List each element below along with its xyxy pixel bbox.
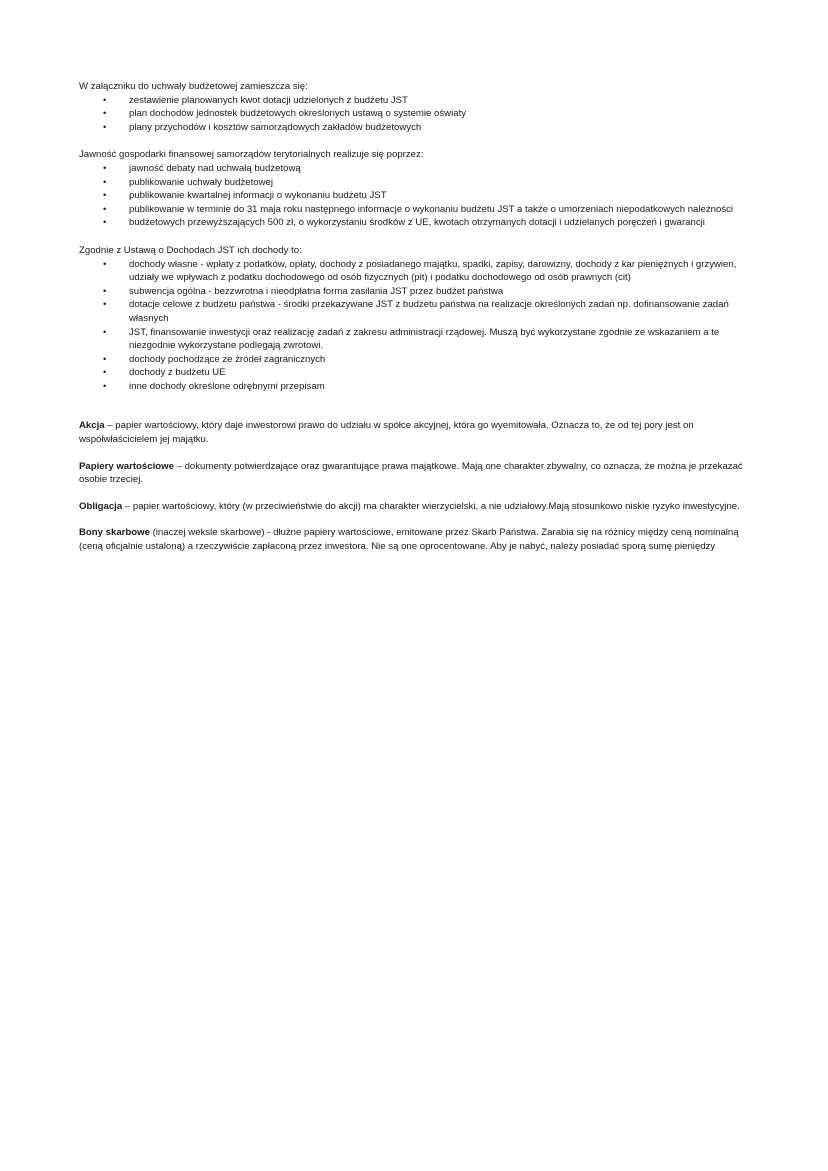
list-item: • publikowanie kwartalnej informacji o wykonaniu budżetu JST (103, 190, 387, 202)
definition-term: Papiery wartościowe (79, 460, 174, 472)
section-revenues (79, 244, 759, 394)
list-item: • zestawienie planowanych kwot dotacji udzielonych z budżetu JST (103, 94, 408, 106)
definition-papiery-wartosciowe (79, 460, 759, 487)
bullet-icon: • (103, 353, 107, 365)
definition-text: – papier wartościowy, który daje inwestorowi prawo do udziału w spółce akcyjnej, która go wyemitowała. Oznacza to, że od tej pory jest on współwłaścicielem jej majątku. (79, 420, 694, 446)
definition-text: – dokumenty potwierdzające oraz gwarantujące prawa majątkowe. Mają one charakter zbywalny, co oznacza, że można je przekazać osobie trzeciej. (79, 460, 743, 486)
definition-text: (inaczej weksle skarbowe) - dłużne papiery wartościowe, emitowane przez Skarb Państwa. Zarabia się na różnicy między ceną nominalną (ceną oficjalnie ustaloną) a rzeczywiście zapłaconą przez inwestora. Nie są one oprocentowane. Aby je nabyć, należy posiadać sporą sumę pieniędzy (79, 527, 739, 553)
document-page (79, 80, 759, 567)
list-item: • dochody z budżetu UE (103, 367, 226, 379)
bullet-icon: • (103, 190, 107, 202)
list-item: • publikowanie uchwały budżetowej (103, 176, 273, 188)
bullet-icon: • (103, 203, 107, 215)
bullet-list (79, 258, 759, 394)
bullet-list (79, 162, 759, 230)
definition-text: – papier wartościowy, który (w przeciwieństwie do akcji) ma charakter wierzycielski, a nie udziałowy.Mają stosunkowo niskie ryzyko inwestycyjne. (122, 500, 740, 512)
list-item: • inne dochody określone odrębnymi przepisam (103, 380, 325, 392)
list-item: • plan dochodów jednostek budżetowych określonych ustawą o systemie oświaty (103, 108, 467, 120)
bullet-icon: • (103, 380, 107, 392)
bullet-icon: • (103, 285, 107, 297)
bullet-list (79, 94, 759, 135)
bullet-icon: • (103, 176, 107, 188)
bullet-icon: • (103, 162, 107, 174)
list-item: • dochody pochodzące ze źródeł zagranicznych (103, 353, 326, 365)
list-item: • JST, finansowanie inwestycji oraz realizację zadań z zakresu administracji rządowej. Muszą być wykorzystane zgodnie ze wskazaniem a te niezgodnie wykorzystane podlegają zwrotowi. (103, 326, 720, 352)
bullet-icon: • (103, 258, 107, 270)
definition-akcja (79, 419, 759, 446)
list-item: • subwencja ogólna - bezzwrotna i nieodpłatna forma zasilania JST przez budżet państwa (103, 285, 504, 297)
section-intro: Jawność gospodarki finansowej samorządów terytorialnych realizuje się poprzez: (79, 149, 424, 161)
section-budget-attachment (79, 80, 759, 134)
bullet-icon: • (103, 108, 107, 120)
definition-bony-skarbowe (79, 526, 759, 553)
definition-term: Obligacja (79, 500, 123, 512)
bullet-icon: • (103, 217, 107, 229)
section-intro: W załączniku do uchwały budżetowej zamieszcza się: (79, 81, 308, 92)
section-intro: Zgodnie z Ustawą o Dochodach JST ich dochody to: (79, 244, 302, 256)
definition-term: Bony skarbowe (79, 527, 150, 539)
definition-term: Akcja (79, 420, 105, 432)
list-item: • budżetowych przewyższających 500 zł, o wykorzystaniu środków z UE, kwotach otrzymanych dotacji i udzielanych poręczeń i gwarancji (103, 217, 705, 229)
bullet-icon: • (103, 299, 107, 311)
section-transparency (79, 148, 759, 230)
bullet-icon: • (103, 326, 107, 338)
bullet-icon: • (103, 94, 107, 106)
bullet-icon: • (103, 367, 107, 379)
list-item: • publikowanie w terminie do 31 maja roku następnego informacje o wykonaniu budżetu JST a także o umorzeniach niepodatkowych należności (103, 203, 734, 215)
list-item: • plany przychodów i kosztów samorządowych zakładów budżetowych (103, 121, 422, 133)
list-item: • jawność debaty nad uchwałą budżetową (103, 162, 301, 174)
definition-obligacja (79, 500, 759, 514)
list-item: • dochody własne - wpłaty z podatków, opłaty, dochody z posiadanego majątku, spadki, zapisy, darowizny, dochody z kar pieniężnych i grzywien, udziały we wpływach z podatku dochodowego od osób fizycznych (pit) i podatku dochodowego od osób prawnych (cit) (103, 258, 737, 284)
bullet-icon: • (103, 121, 107, 133)
list-item: • dotacje celowe z budżetu państwa - środki przekazywane JST z budżetu państwa na realizacje określonych zadań np. dofinansowanie zadań własnych (103, 299, 729, 324)
definitions (79, 419, 759, 553)
